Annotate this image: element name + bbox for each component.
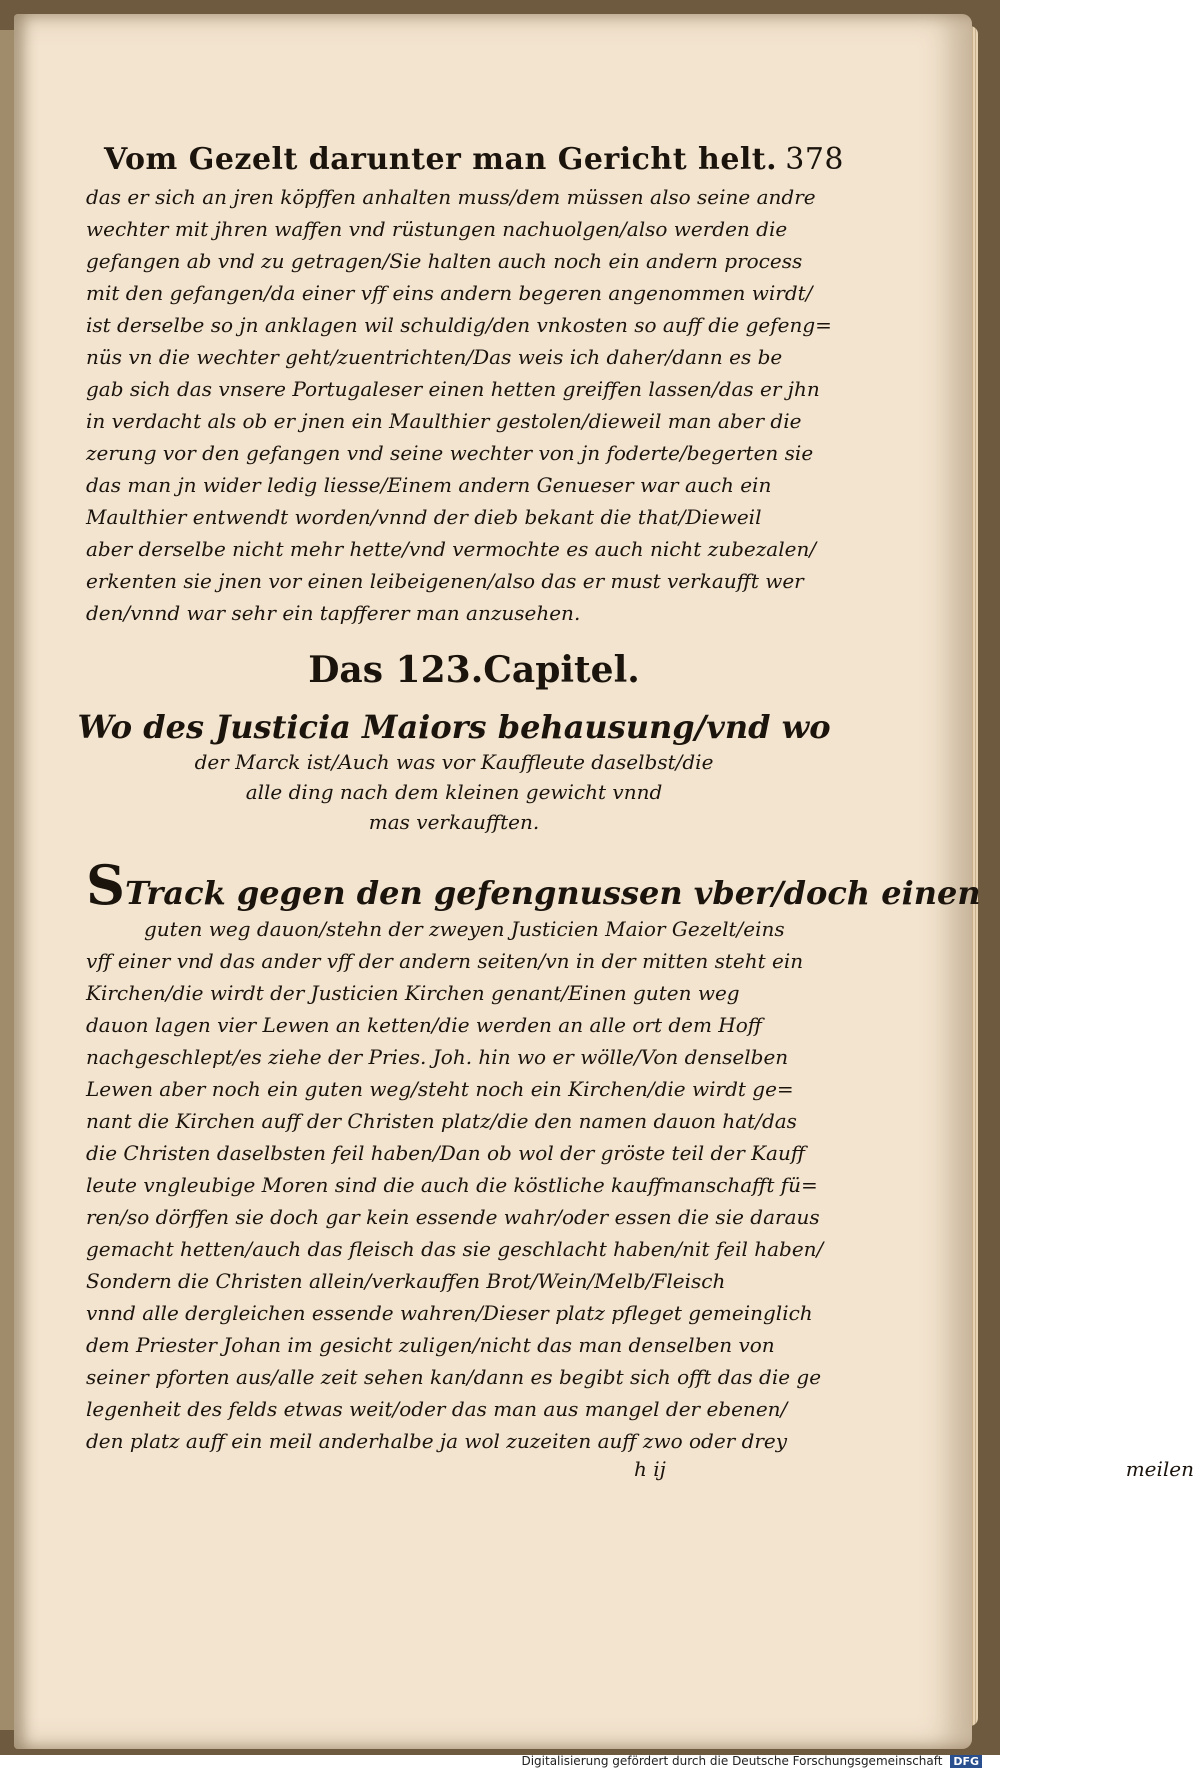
first-line-text: Track gegen den gefengnussen vber/doch einen — [125, 874, 981, 912]
running-head — [104, 142, 844, 177]
subtitle-line: der Marck ist/Auch was vor Kauffleute daselbst/die — [194, 750, 714, 774]
text-line: erkenten sie jnen vor einen leibeigenen/also das er must verkaufft wer — [86, 569, 804, 593]
initial-letter: S — [86, 853, 125, 917]
text-line: den/vnnd war sehr ein tapfferer man anzusehen. — [86, 601, 581, 625]
signature-mark: h ij — [634, 1457, 666, 1481]
text-line: seiner pforten aus/alle zeit sehen kan/dann es begibt sich offt das die ge — [86, 1365, 822, 1389]
subtitle-line: Wo des Justicia Maiors behausung/vnd wo — [77, 708, 831, 746]
subtitle-line: alle ding nach dem kleinen gewicht vnnd — [245, 780, 663, 804]
text-line: nüs vn die wechter geht/zuentrichten/Das weis ich daher/dann es be — [86, 345, 783, 369]
text-line: mit den gefangen/da einer vff eins andern begeren angenommen wirdt/ — [86, 281, 813, 305]
text-line: gefangen ab vnd zu getragen/Sie halten auch noch ein andern process — [86, 249, 803, 273]
text-line: vff einer vnd das ander vff der andern seiten/vn in der mitten steht ein — [86, 949, 804, 973]
subtitle-line: mas verkaufften. — [368, 810, 540, 834]
catchword: meilen — [1125, 1457, 1194, 1481]
page-number: 378 — [785, 142, 844, 177]
text-line: zerung vor den gefangen vnd seine wechter von jn foderte/begerten sie — [86, 441, 814, 465]
text-line: das man jn wider ledig liesse/Einem andern Genueser war auch ein — [86, 473, 772, 497]
book-page — [14, 14, 1194, 1749]
paragraph-2 — [86, 853, 981, 1457]
text-line: nant die Kirchen auff der Christen platz/die den namen dauon hat/das — [86, 1109, 797, 1133]
text-line: dem Priester Johan im gesicht zuligen/nicht das man denselben von — [86, 1333, 775, 1357]
paragraph-1 — [86, 181, 874, 629]
funding-footer — [521, 1754, 982, 1768]
footer-text: Digitalisierung gefördert durch die Deutsche Forschungsgemeinschaft — [521, 1754, 943, 1768]
text-line: ren/so dörffen sie doch gar kein essende wahr/oder essen die sie daraus — [86, 1205, 820, 1229]
text-line: den platz auff ein meil anderhalbe ja wol zuzeiten auff zwo oder drey — [86, 1429, 788, 1453]
text-line: vnnd alle dergleichen essende wahren/Dieser platz pfleget gemeinglich — [86, 1301, 813, 1325]
text-line: Sondern die Christen allein/verkauffen Brot/Wein/Melb/Fleisch — [86, 1269, 726, 1293]
text-line: nachgeschlept/es ziehe der Pries. Joh. hin wo er wölle/Von denselben — [86, 1045, 789, 1069]
text-line: ist derselbe so jn anklagen wil schuldig/den vnkosten so auff die gefeng= — [86, 313, 832, 337]
text-line: legenheit des felds etwas weit/oder das man aus mangel der ebenen/ — [86, 1397, 788, 1421]
first-line — [86, 853, 981, 917]
running-head-title: Vom Gezelt darunter man Gericht helt. — [104, 142, 778, 177]
text-line: wechter mit jhren waffen vnd rüstungen nachuolgen/also werden die — [86, 217, 788, 241]
chapter-subtitle — [74, 707, 874, 837]
chapter-heading: Das 123.Capitel. — [308, 649, 640, 691]
text-line: dauon lagen vier Lewen an ketten/die werden an alle ort dem Hoff — [86, 1013, 762, 1037]
text-line: Lewen aber noch ein guten weg/steht noch ein Kirchen/die wirdt ge= — [86, 1077, 794, 1101]
text-line: das er sich an jren köpffen anhalten muss/dem müssen also seine andre — [86, 185, 816, 209]
text-line: gemacht hetten/auch das fleisch das sie geschlacht haben/nit feil haben/ — [86, 1237, 824, 1261]
text-line: die Christen daselbsten feil haben/Dan ob wol der gröste teil der Kauff — [86, 1141, 806, 1165]
text-line: Kirchen/die wirdt der Justicien Kirchen genant/Einen guten weg — [86, 981, 740, 1005]
text-line: leute vngleubige Moren sind die auch die köstliche kauffmanschafft fü= — [86, 1173, 818, 1197]
text-line: in verdacht als ob er jnen ein Maulthier gestolen/dieweil man aber die — [86, 409, 802, 433]
text-line: Maulthier entwendt worden/vnnd der dieb bekant die that/Dieweil — [86, 505, 762, 529]
catchline — [634, 1457, 1194, 1481]
dfg-logo-icon: DFG — [950, 1755, 982, 1768]
text-line: guten weg dauon/stehn der zweyen Justicien Maior Gezelt/eins — [144, 917, 785, 941]
page-content — [74, 142, 1194, 1481]
text-line: gab sich das vnsere Portugaleser einen hetten greiffen lassen/das er jhn — [86, 377, 820, 401]
text-line: aber derselbe nicht mehr hette/vnd vermochte es auch nicht zubezalen/ — [86, 537, 817, 561]
